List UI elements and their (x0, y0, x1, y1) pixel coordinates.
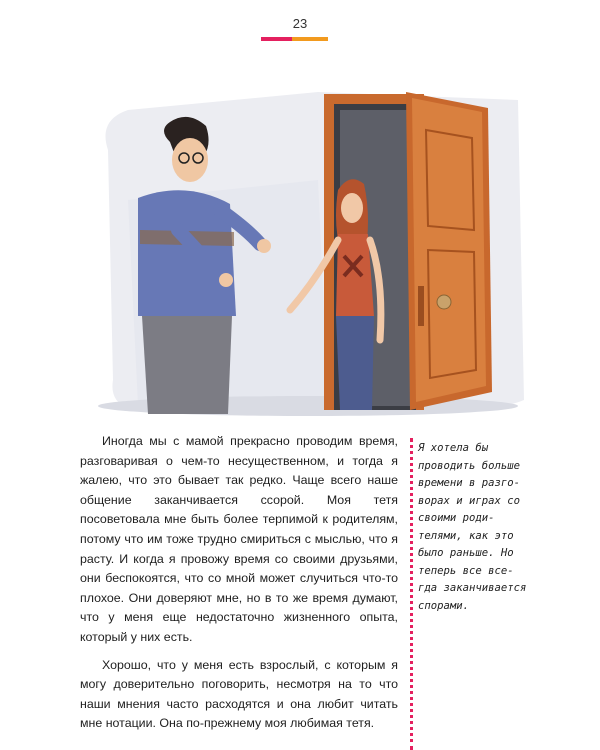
side-note-line: своими роди- (418, 512, 495, 524)
side-note-line: было раньше. Но (418, 547, 514, 559)
decorative-bar-orange (292, 37, 328, 41)
side-note-line: Я хотела бы (418, 442, 489, 454)
dotted-divider (410, 438, 413, 750)
paragraph: Иногда мы с мамой прекрасно проводим время, разговаривая о чем-то несущественном, и тогда я жалею, что это бывает так редко. Чаще всего наше общение заканчивается ссорой. Моя тетя посоветовала мне быть более терпимой к родителям, потому что им тоже трудно смириться с мыслью, что я расту. И когда я провожу время со своими друзьями, они беспокоятся, что со мной может случиться что-то плохое. Они доверяют мне, но в то же время думают, что у меня еще недостаточно жизненного опыта, который у них есть. (80, 434, 398, 644)
side-note-line: телями, как это (418, 529, 514, 542)
page-number: 23 (292, 16, 308, 31)
decorative-bar-pink (261, 37, 295, 41)
illustration (88, 80, 528, 420)
side-note-line: проводить больше (418, 459, 521, 472)
side-note-line: гда заканчивается (418, 582, 527, 594)
main-text (80, 432, 398, 742)
side-note-line: времени в разго- (418, 477, 521, 489)
side-note-line: ворах и играх со (418, 494, 521, 507)
side-note-line: спорами. (418, 599, 470, 612)
side-note-line: теперь все все- (418, 564, 514, 577)
side-note (418, 440, 530, 615)
paragraph: Хорошо, что у меня есть взрослый, с которым я могу доверительно поговорить, несмотря на то что наши мнения часто расходятся и она любит читать мне нотации. Она по-прежнему моя любимая тетя. (80, 657, 398, 731)
